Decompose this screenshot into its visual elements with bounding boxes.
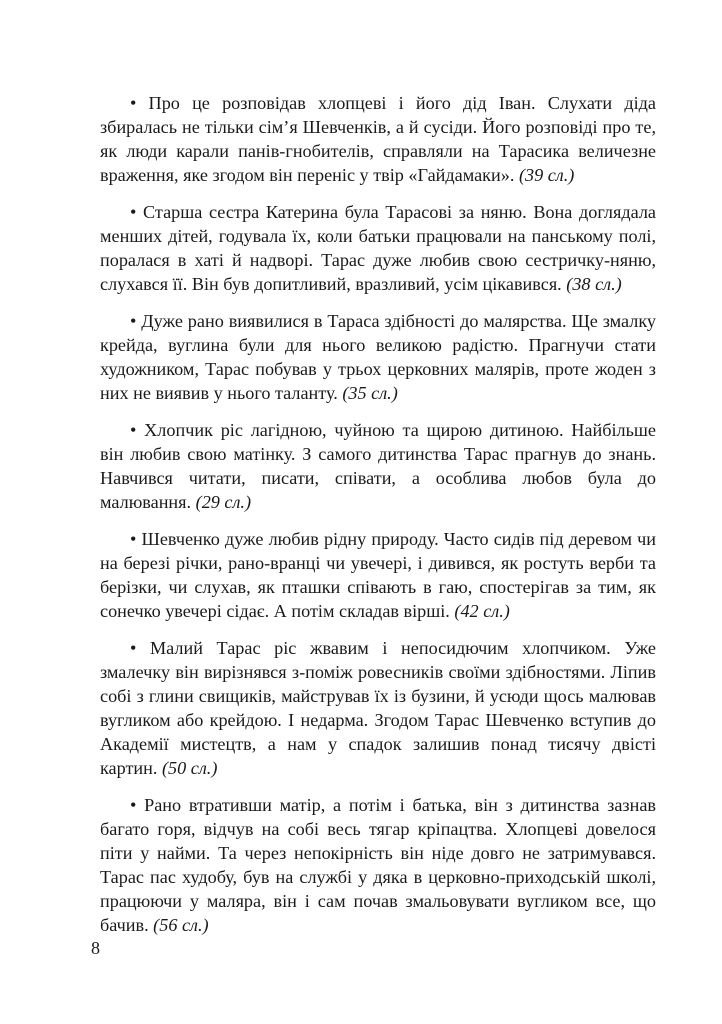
paragraph-7: [100, 793, 656, 937]
paragraph-text: • Дуже рано виявилися в Тараса здібності до малярства. Ще змалку крейда, вуглина були для нього великою радістю. Прагнучи стати художником, Тарас побував у трьох церковних малярів, проте жоден з них не виявив у нього таланту.: [100, 311, 656, 403]
word-count: (50 сл.): [162, 758, 218, 778]
paragraph-3: [100, 309, 656, 405]
paragraph-text: • Хлопчик ріс лагідною, чуйною та щирою дитиною. Найбільше він любив свою матінку. З самого дитинства Тарас прагнув до знань. Навчився читати, писати, співати, а особлива любов була до малювання.: [100, 420, 656, 512]
paragraph-text: • Рано втративши матір, а потім і батька, він з дитинства зазнав багато горя, відчув на собі весь тягар кріпацтва. Хлопцеві довелося піти у найми. Та через непокірність він ніде довго не затримувався. Тарас пас худобу, був на службі у дяка в церковно-приходській школі, працюючи у маляра, він і сам почав змальовувати вугликом все, що бачив.: [100, 795, 656, 935]
paragraph-4: [100, 418, 656, 514]
word-count: (35 сл.): [342, 383, 398, 403]
word-count: (56 сл.): [153, 915, 209, 935]
paragraph-1: [100, 91, 656, 187]
text-body: [100, 91, 656, 950]
paragraph-2: [100, 200, 656, 296]
paragraph-text: • Малий Тарас ріс жвавим і непосидючим хлопчиком. Уже змалечку він вирізнявся з-поміж ровесників своїми здібностями. Ліпив собі з глини свищиків, майстрував їх із бузини, й усюди щось малював вугликом або крейдою. І недарма. Згодом Тарас Шевченко вступив до Академії мистецтв, а нам у спадок залишив понад тисячу двісті картин.: [100, 638, 656, 778]
paragraph-text: • Старша сестра Катерина була Тарасові за няню. Вона доглядала менших дітей, годувала їх, коли батьки працювали на панському полі, поралася в хаті й надворі. Тарас дуже любив свою сестричку-няню, слухався її. Він був допитливий, вразливий, усім цікавився.: [100, 202, 656, 294]
word-count: (39 сл.): [518, 165, 575, 185]
word-count: (38 сл.): [566, 274, 622, 294]
paragraph-text: • Шевченко дуже любив рідну природу. Часто сидів під деревом чи на березі річки, рано-вранці чи увечері, і дивився, як ростуть верби та берізки, чи слухав, як пташки співають в гаю, спостерігав за тим, як сонечко увечері сідає. А потім складав вірші.: [100, 529, 656, 621]
page-number: 8: [91, 938, 100, 958]
paragraph-5: [100, 527, 656, 623]
paragraph-text: • Про це розповідав хлопцеві і його дід Іван. Слухати діда збиралась не тільки сім’я Шевченків, а й сусіди. Його розповіді про те, як люди карали панів-гнобителів, справляли на Тарасика величезне враження, яке згодом він переніс у твір «Гайдамаки».: [100, 93, 656, 185]
word-count: (29 сл.): [195, 492, 252, 512]
word-count: (42 сл.): [454, 601, 510, 621]
paragraph-6: [100, 636, 656, 780]
